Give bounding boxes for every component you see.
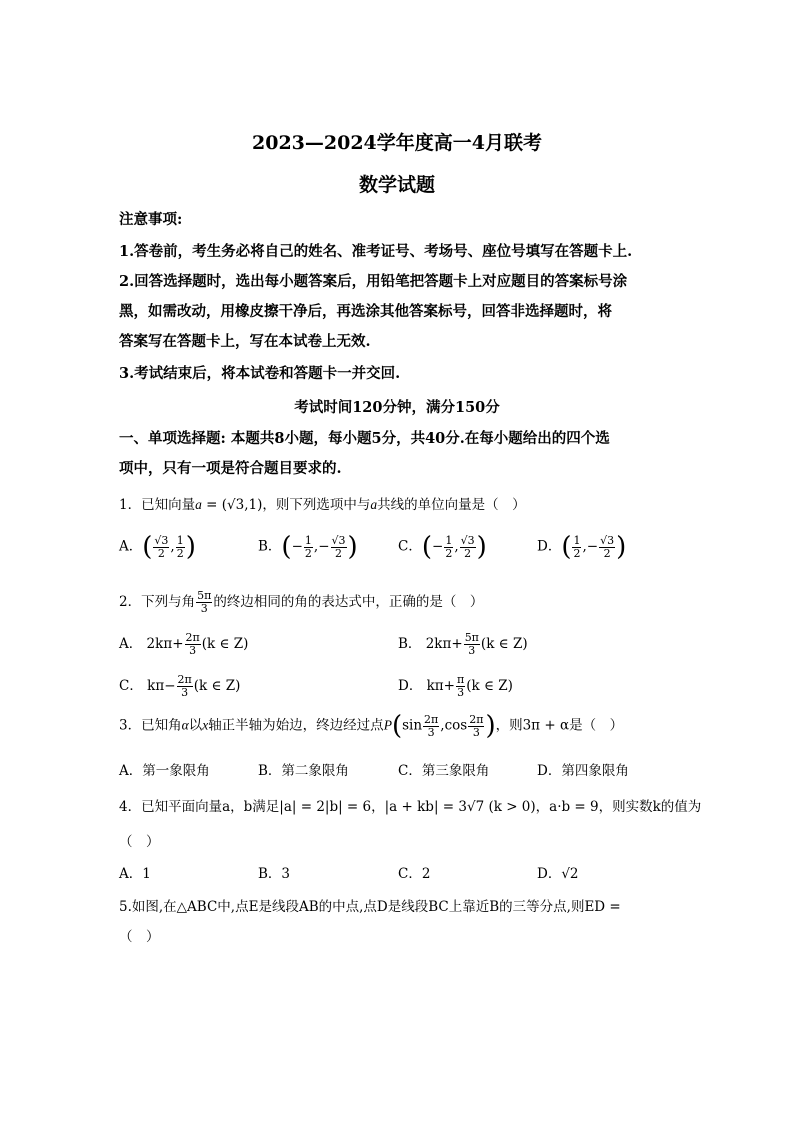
- q2-b-pre: 2kπ+: [425, 636, 463, 652]
- q1-vector-a-2: a: [370, 497, 378, 512]
- notice-item-3: 3.考试结束后，将本试卷和答题卡一并交回.: [119, 365, 401, 382]
- q3-text-mid2: 轴正半轴为始边，终边经过点: [208, 717, 384, 734]
- notice-item-2: 2.回答选择题时，选出每小题答案后，用铅笔把答题卡上对应题目的答案标号涂: [119, 273, 628, 290]
- q1-text-pre: 1．已知向量: [119, 497, 196, 513]
- q1-a-frac1: $\frac{√3}{2}$: [154, 533, 169, 560]
- question-4: 4．已知平面向量a，b满足|a| = 2|b| = 6，|a + kb| = 3√7 (k > 0)，a·b = 9，则实数k的值为: [119, 799, 702, 815]
- q1-c-frac2: $\frac{√3}{2}$: [460, 533, 475, 560]
- q3-point-p: P: [383, 717, 392, 733]
- q2-option-c-label: C．: [119, 678, 143, 694]
- q1-b-sign1: −: [291, 538, 303, 555]
- q3-text-mid: 以: [188, 717, 203, 734]
- q2-option-d: [398, 674, 513, 699]
- q3-x: x: [202, 717, 209, 733]
- q3-option-d: D．第四象限角: [537, 763, 629, 779]
- q1-option-a: A．( $\frac{√3}{2}$ , $\frac{1}{2}$ ): [119, 532, 196, 562]
- q1-c-frac1: $\frac{1}{2}$: [445, 533, 453, 560]
- question-5: 5.如图,在△ABC中,点E是线段AB的中点,点D是线段BC上靠近B的三等分点,则ED =: [119, 899, 621, 915]
- q3-alpha: α: [181, 717, 189, 733]
- q3-option-b: B．第二象限角: [258, 763, 349, 779]
- notice-item-2-cont2: 答案写在答题卡上，写在本试卷上无效.: [119, 333, 371, 350]
- q2-text-pre: 2．下列与角: [119, 594, 196, 610]
- q2-b-post: (k ∈ Z): [480, 636, 528, 652]
- q2-c-frac: $\frac{2\pi}{3}$: [177, 673, 192, 699]
- q1-option-a-label: A．: [119, 538, 143, 555]
- q2-option-b-label: B．: [398, 636, 422, 652]
- q4-option-c: C．2: [398, 866, 431, 882]
- q1-d-frac2: $\frac{√3}{2}$: [600, 533, 615, 560]
- q2-c-post: (k ∈ Z): [193, 678, 241, 694]
- notice-item-2-cont1: 黑，如需改动，用橡皮擦干净后，再选涂其他答案标号，回答非选择题时，将: [119, 303, 612, 320]
- q1-d-sign2: −: [586, 538, 599, 555]
- q4-answer-paren: （ ）: [119, 834, 160, 850]
- q2-frac: $\frac{5\pi}{3}$: [197, 589, 212, 615]
- question-3: 3．已知角α以x轴正半轴为始边，终边经过点P(sin $\frac{2\pi}{3}$ ,cos $\frac{2\pi}{3}$ )，则3π + α是（ ）: [119, 711, 624, 741]
- q1-text-post: ，则下列选项中与: [262, 497, 371, 513]
- q5-answer-paren: （ ）: [119, 929, 160, 945]
- q1-b-sign2: −: [318, 538, 330, 555]
- section1-line2: 项中，只有一项是符合题目要求的.: [119, 460, 342, 477]
- q2-option-d-label: D．: [398, 678, 423, 694]
- q4-option-d: D．√2: [537, 866, 579, 882]
- q1-option-d: D．( $\frac{1}{2}$ ,− $\frac{√3}{2}$ ): [537, 532, 627, 562]
- q1-vector-value: = (√3,1): [201, 497, 263, 513]
- q4-option-b: B．3: [258, 866, 291, 882]
- q4-option-a: A．1: [119, 866, 151, 882]
- question-2: [119, 590, 483, 615]
- q1-a-frac2: $\frac{1}{2}$: [176, 533, 184, 560]
- q2-text-post: 的终边相同的角的表达式中，正确的是（ ）: [213, 594, 484, 610]
- q1-option-c-label: C．: [398, 538, 422, 555]
- exam-title: 2023—2024学年度高一4月联考: [252, 132, 542, 154]
- q2-option-a-label: A．: [119, 636, 143, 652]
- question-1: [119, 493, 526, 513]
- q3-frac1: $\frac{2\pi}{3}$: [424, 712, 439, 739]
- q1-option-d-label: D．: [537, 538, 562, 555]
- q3-cos: ,cos: [440, 717, 468, 734]
- q3-text-post: ，则3π + α是（ ）: [495, 717, 624, 734]
- q2-d-frac: $\frac{\pi}{3}$: [457, 673, 465, 699]
- q1-option-b-label: B．: [258, 538, 282, 555]
- q3-option-c: C．第三象限角: [398, 763, 490, 779]
- q3-sin: sin: [402, 717, 423, 734]
- q2-option-b: [398, 632, 528, 657]
- q3-option-a: A．第一象限角: [119, 763, 210, 779]
- exam-subtitle: 数学试题: [358, 174, 435, 196]
- q1-vector-a: a: [195, 497, 202, 512]
- q1-option-c: C．(− $\frac{1}{2}$ , $\frac{√3}{2}$ ): [398, 532, 487, 562]
- q1-option-b: B．(− $\frac{1}{2}$ ,− $\frac{√3}{2}$ ): [258, 532, 358, 562]
- q1-b-frac2: $\frac{√3}{2}$: [331, 533, 346, 560]
- q2-d-post: (k ∈ Z): [466, 678, 513, 694]
- notice-heading: 注意事项:: [119, 211, 183, 228]
- q2-a-post: (k ∈ Z): [201, 636, 249, 652]
- q3-text-pre: 3．已知角: [119, 717, 182, 734]
- exam-info: 考试时间120分钟，满分150分: [294, 399, 500, 416]
- notice-item-1: 1.答卷前，考生务必将自己的姓名、准考证号、考场号、座位号填写在答题卡上.: [119, 243, 633, 260]
- q2-b-frac: $\frac{5\pi}{3}$: [464, 631, 479, 657]
- q2-c-pre: kπ−: [147, 678, 176, 694]
- q2-option-c: [119, 674, 240, 699]
- q1-b-frac1: $\frac{1}{2}$: [304, 533, 312, 560]
- q2-a-frac: $\frac{2\pi}{3}$: [185, 631, 200, 657]
- q1-text-post2: 共线的单位向量是（ ）: [377, 497, 526, 513]
- q1-c-sign1: −: [432, 538, 444, 555]
- section1-line1: 一、单项选择题: 本题共8小题，每小题5分，共40分.在每小题给出的四个选: [119, 430, 610, 447]
- q2-a-pre: 2kπ+: [146, 636, 184, 652]
- q2-d-pre: kπ+: [426, 678, 455, 694]
- q3-frac2: $\frac{2\pi}{3}$: [469, 712, 484, 739]
- q2-option-a: [119, 632, 248, 657]
- q1-d-frac1: $\frac{1}{2}$: [573, 533, 581, 560]
